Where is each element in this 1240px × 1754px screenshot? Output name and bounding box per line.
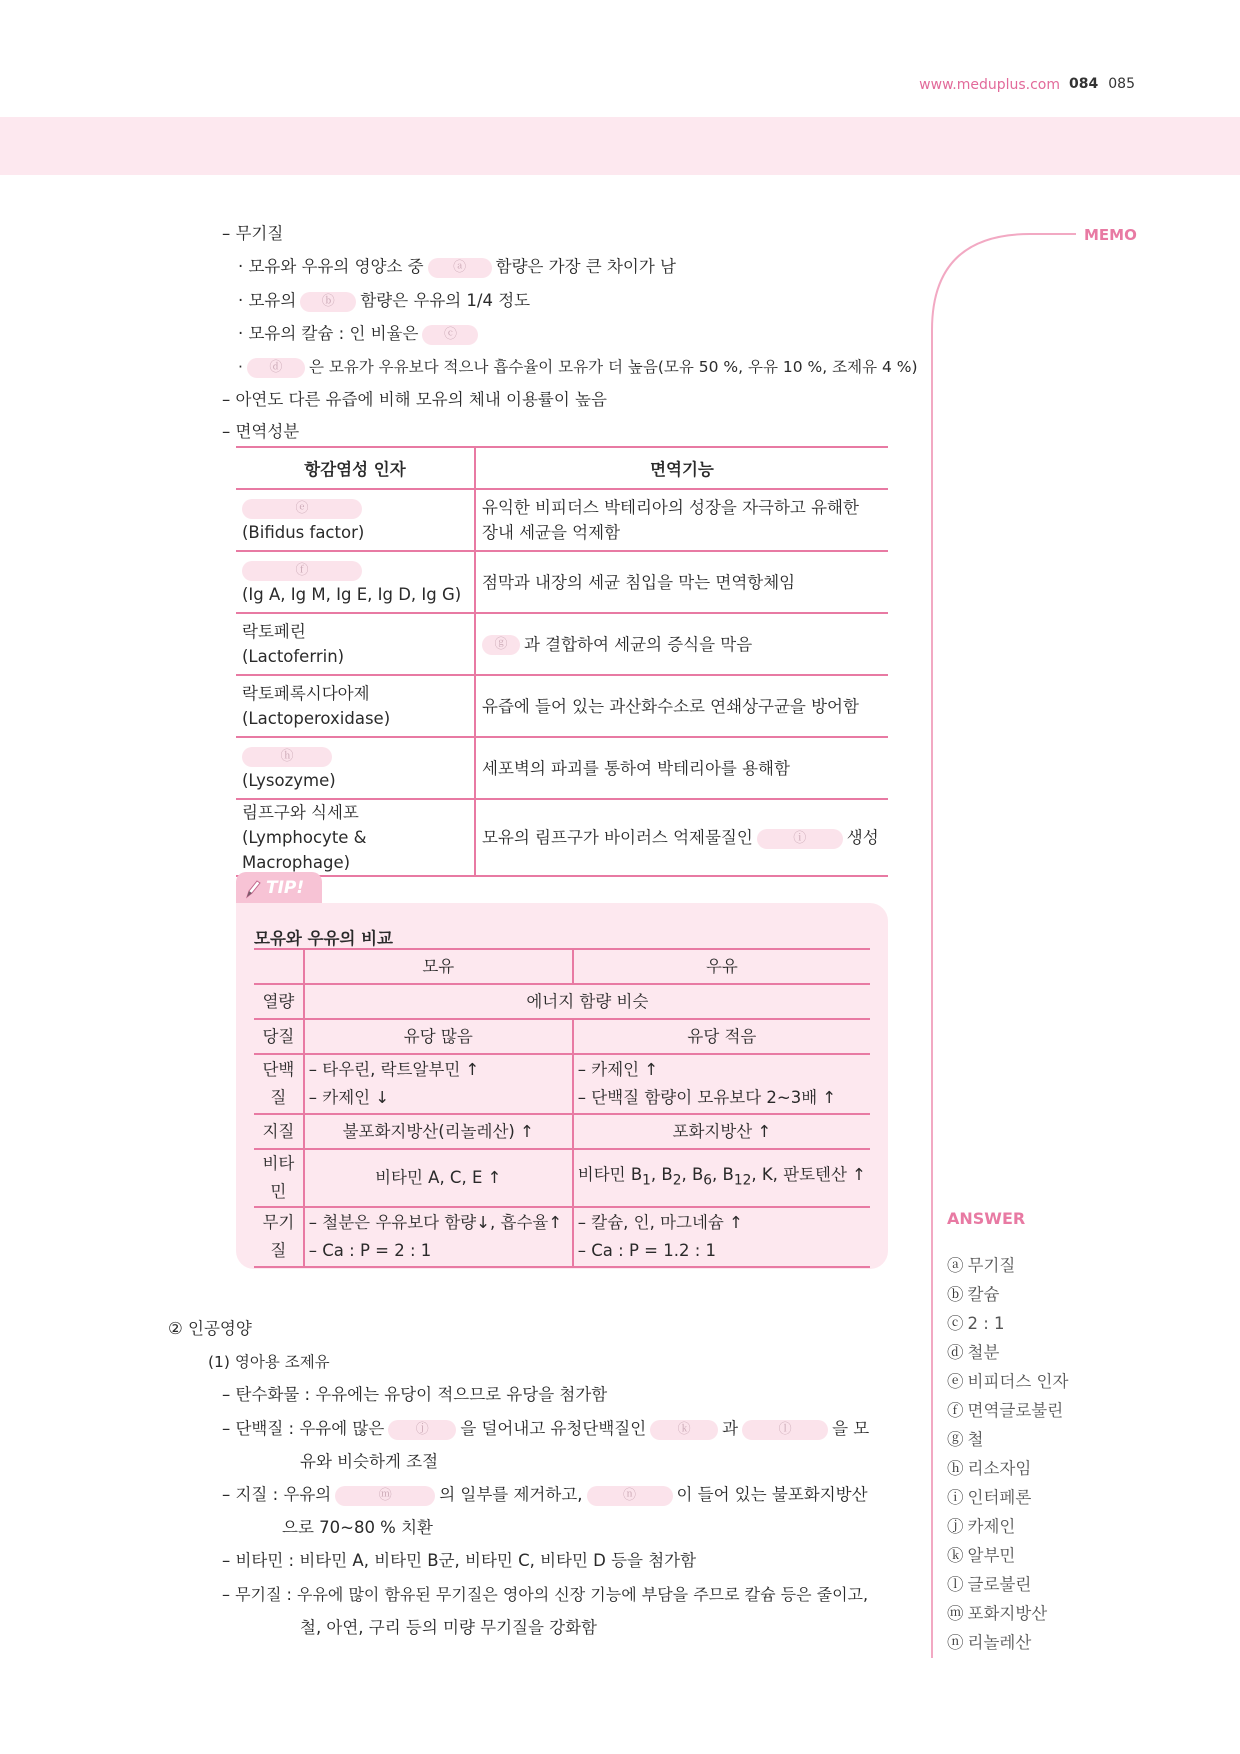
answer-key: ⓕ [947, 1401, 964, 1420]
function-text: 세포벽의 파괴를 통하여 박테리아를 용해함 [482, 758, 790, 778]
pencil-icon [244, 878, 262, 900]
answer-value: 철분 [967, 1343, 1000, 1362]
answer-key: ⓒ [947, 1314, 964, 1333]
page-left: 084 [1069, 76, 1099, 92]
blank-k: ⓚ [650, 1420, 718, 1440]
min-cow-1: – 칼슘, 인, 마그네슘 ↑ [577, 1213, 743, 1232]
blank-d: ⓓ [247, 358, 305, 378]
blank-g: ⓖ [482, 635, 520, 655]
answer-value: 포화지방산 [967, 1604, 1048, 1623]
protein-cont: 유와 비슷하게 조절 [300, 1452, 439, 1471]
minerals-bullet-4 [238, 357, 918, 378]
empty-cell [254, 949, 304, 984]
subscript: 1 [642, 1172, 651, 1189]
text: 이 들어 있는 불포화지방산 [676, 1485, 868, 1504]
answer-value: 철 [967, 1430, 984, 1449]
protein-cow-1: – 카제인 ↑ [577, 1060, 659, 1079]
blank-b: ⓑ [300, 292, 356, 312]
function-text: 과 결합하여 세균의 증식을 막음 [524, 634, 753, 654]
answer-key: ⓘ [947, 1488, 964, 1507]
answer-key: ⓐ [947, 1256, 964, 1275]
tip-tab [236, 872, 322, 905]
factor-name: (Lysozyme) [242, 771, 336, 790]
table-row [236, 675, 888, 737]
answer-key: ⓛ [947, 1575, 964, 1594]
answer-item [947, 1571, 1031, 1595]
table-row [254, 1207, 870, 1267]
answer-key: ⓝ [947, 1633, 964, 1652]
answer-value: 2 : 1 [967, 1314, 1005, 1333]
text: 과 [722, 1419, 739, 1438]
table-row [254, 1054, 870, 1114]
blank-m: ⓜ [335, 1486, 435, 1506]
table-row [254, 949, 870, 984]
answer-item [947, 1484, 1031, 1508]
subscript: 12 [733, 1172, 752, 1189]
answer-key: ⓗ [947, 1459, 964, 1478]
blank-h: ⓗ [242, 747, 332, 767]
answer-key: ⓑ [947, 1285, 964, 1304]
mineral-cont: 철, 아연, 구리 등의 미량 무기질을 강화함 [300, 1618, 597, 1637]
row-label: 단백질 [254, 1054, 304, 1114]
vit-cow: 비타민 $B_1$, $B_2$, $B_6$, $B_{12}$, K, 판토텐산 ↑ [573, 1149, 870, 1207]
fat-cow: 포화지방산 ↑ [573, 1114, 870, 1149]
answer-key: ⓓ [947, 1343, 964, 1362]
blank-l: ⓛ [742, 1420, 828, 1440]
fat-cont: 으로 70~80 % 치환 [282, 1518, 433, 1537]
blank-j: ⓙ [388, 1420, 456, 1440]
function-text: 유즙에 들어 있는 과산화수소로 연쇄상구균을 방어함 [482, 696, 859, 716]
page-numbers [1069, 76, 1135, 92]
zinc-line: – 아연도 다른 유즙에 비해 모유의 체내 이용률이 높음 [222, 390, 607, 409]
function-text: 생성 [846, 828, 879, 847]
answer-value: 리놀레산 [967, 1633, 1032, 1652]
protein-cow-2: – 단백질 함량이 모유보다 2~3배 ↑ [577, 1088, 837, 1107]
page-right: 085 [1108, 76, 1135, 92]
artificial-heading: ② 인공영양 [168, 1319, 252, 1338]
immune-col-factor: 항감염성 인자 [236, 447, 475, 489]
minerals-bullet-3 [238, 324, 482, 345]
sugar-cow: 유당 적음 [573, 1019, 870, 1054]
vit-text: 비타민 B [577, 1165, 643, 1185]
minerals-bullet-1 [238, 257, 676, 278]
row-label: 지질 [254, 1114, 304, 1149]
minerals-bullet-2 [238, 291, 530, 312]
text: 을 덜어내고 유청단백질인 [460, 1419, 647, 1438]
factor-name-kr: 락토페록시다아제 [242, 684, 370, 703]
minerals-heading: – 무기질 [222, 224, 284, 243]
fat-human: 불포화지방산(리놀레산) ↑ [304, 1114, 573, 1149]
bullet-text: · [238, 358, 243, 376]
artificial-sub: (1) 영아용 조제유 [208, 1353, 330, 1371]
answer-item [947, 1629, 1031, 1653]
mineral-line: – 무기질 : 우유에 많이 함유된 무기질은 영아의 신장 기능에 부담을 주므로 칼슘 등은 줄이고, [222, 1585, 869, 1604]
memo-label: MEMO [1084, 226, 1137, 244]
table-row [236, 737, 888, 799]
table-row [236, 551, 888, 613]
row-label: 무기질 [254, 1207, 304, 1267]
answer-key: ⓖ [947, 1430, 964, 1449]
answer-value: 면역글로불린 [967, 1401, 1064, 1420]
text: 을 모 [832, 1419, 870, 1438]
table-row [236, 613, 888, 675]
answer-value: 카제인 [967, 1517, 1016, 1536]
blank-f: ⓕ [242, 561, 362, 581]
function-text: 유익한 비피더스 박테리아의 성장을 자극하고 유해한 [482, 498, 859, 517]
answer-item [947, 1455, 1031, 1479]
factor-name: (Lymphocyte & Macrophage) [242, 828, 367, 872]
vit-text: , K, 판토텐산 ↑ [751, 1165, 866, 1185]
answer-item [947, 1281, 999, 1305]
col-cow-milk: 우유 [573, 949, 870, 984]
immune-heading: – 면역성분 [222, 422, 300, 441]
subscript: 2 [672, 1172, 682, 1189]
bullet-text: · 모유의 [238, 291, 297, 310]
blank-n: ⓝ [587, 1486, 673, 1506]
answer-key: ⓜ [947, 1604, 964, 1623]
subscript: 6 [703, 1172, 713, 1189]
answer-item [947, 1542, 1015, 1566]
blank-i: ⓘ [757, 829, 843, 849]
answer-value: 알부민 [967, 1546, 1016, 1565]
bullet-text: 함량은 가장 큰 차이가 남 [495, 257, 676, 276]
min-human-2: – Ca : P = 2 : 1 [308, 1241, 432, 1260]
bullet-text: · 모유의 칼슘 : 인 비율은 [238, 324, 419, 343]
bullet-text: · 모유와 우유의 영양소 중 [238, 257, 424, 276]
table-row [254, 1019, 870, 1054]
row-label: 당질 [254, 1019, 304, 1054]
table-row [236, 489, 888, 551]
blank-a: ⓐ [428, 258, 492, 278]
answer-item [947, 1339, 999, 1363]
min-human-1: – 철분은 우유보다 함량↓, 흡수율↑ [308, 1213, 563, 1232]
table-row [254, 1114, 870, 1149]
comparison-table [254, 948, 870, 1268]
table-row [254, 984, 870, 1019]
vit-human: 비타민 A, C, E ↑ [304, 1149, 573, 1207]
factor-name: (Bifidus factor) [242, 523, 365, 542]
answer-value: 비피더스 인자 [967, 1372, 1069, 1391]
answer-item [947, 1310, 1005, 1334]
answer-value: 리소자임 [967, 1459, 1032, 1478]
table-row [254, 1149, 870, 1207]
sugar-human: 유당 많음 [304, 1019, 573, 1054]
answer-key: ⓙ [947, 1517, 964, 1536]
protein-human-2: – 카제인 ↓ [308, 1088, 390, 1107]
answer-item [947, 1368, 1068, 1392]
row-label: 열량 [254, 984, 304, 1019]
answer-item [947, 1252, 1015, 1276]
table-row [236, 799, 888, 876]
factor-name-kr: 림프구와 식세포 [242, 803, 359, 822]
function-text: 점막과 내장의 세균 침입을 막는 면역항체임 [482, 572, 796, 592]
text: – 단백질 : 우유에 많은 [222, 1419, 385, 1438]
header-band [0, 117, 1240, 175]
factor-name-kr: 락토페린 [242, 622, 306, 641]
answer-value: 글로불린 [967, 1575, 1032, 1594]
protein-line [222, 1419, 869, 1440]
answer-title: ANSWER [947, 1209, 1026, 1228]
answer-item [947, 1513, 1015, 1537]
factor-name: (Lactoferrin) [242, 647, 345, 666]
carb-line: – 탄수화물 : 우유에는 유당이 적으므로 유당을 첨가함 [222, 1385, 608, 1404]
function-text: 모유의 림프구가 바이러스 억제물질인 [482, 828, 753, 847]
factor-name: (Lactoperoxidase) [242, 709, 391, 728]
answer-value: 무기질 [967, 1256, 1016, 1275]
fat-line [222, 1485, 868, 1506]
answer-key: ⓔ [947, 1372, 964, 1391]
answer-item [947, 1397, 1063, 1421]
answer-key: ⓚ [947, 1546, 964, 1565]
answer-value: 칼슘 [967, 1285, 1000, 1304]
col-human-milk: 모유 [304, 949, 573, 984]
bullet-text: 은 모유가 우유보다 적으나 흡수율이 모유가 더 높음(모유 50 %, 우유 10 %, 조제유 4 %) [308, 358, 918, 376]
tip-label: TIP! [266, 878, 305, 898]
answer-item [947, 1600, 1047, 1624]
bullet-text: 함량은 우유의 1/4 정도 [360, 291, 531, 310]
immune-col-function: 면역기능 [475, 447, 888, 489]
protein-human-1: – 타우린, 락트알부민 ↑ [308, 1060, 480, 1079]
min-cow-2: – Ca : P = 1.2 : 1 [577, 1241, 717, 1260]
site-url[interactable]: www.meduplus.com [919, 77, 1060, 93]
function-text: 장내 세균을 억제함 [482, 523, 621, 542]
answer-value: 인터페론 [967, 1488, 1032, 1507]
vitamin-line: – 비타민 : 비타민 A, 비타민 B군, 비타민 C, 비타민 D 등을 첨가함 [222, 1551, 697, 1570]
answer-item [947, 1426, 983, 1450]
energy-value: 에너지 함량 비슷 [304, 984, 870, 1019]
tip-title: 모유와 우유의 비교 [254, 929, 394, 948]
text: 의 일부를 제거하고, [439, 1485, 583, 1504]
immune-table [236, 446, 888, 877]
text: – 지질 : 우유의 [222, 1485, 332, 1504]
blank-c: ⓒ [422, 325, 478, 345]
row-label: 비타민 [254, 1149, 304, 1207]
factor-name: (Ig A, Ig M, Ig E, Ig D, Ig G) [242, 585, 462, 604]
blank-e: ⓔ [242, 499, 362, 519]
